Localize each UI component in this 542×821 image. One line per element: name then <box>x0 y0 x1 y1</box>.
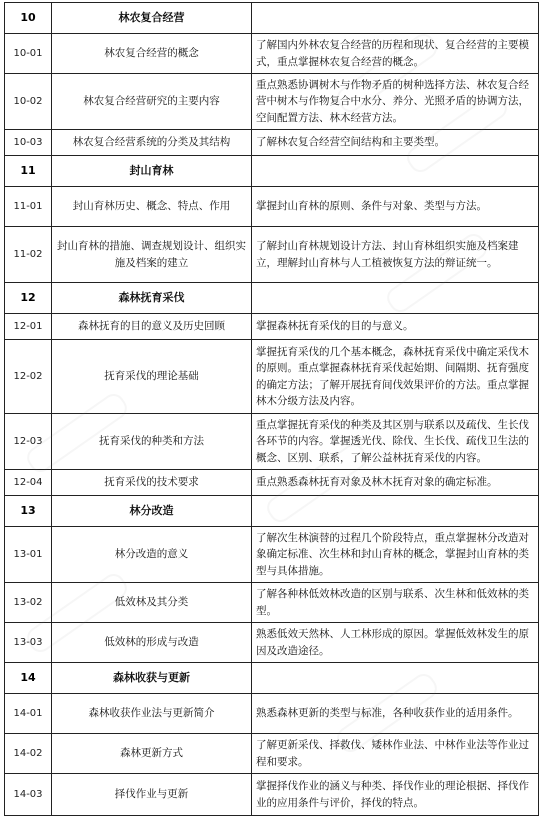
row-requirement: 了解更新采伐、择救伐、矮林作业法、中林作业法等作业过程和要求。 <box>252 734 539 774</box>
row-code: 12-02 <box>5 340 52 414</box>
row-requirement: 重点掌握抚育采伐的种类及其区别与联系以及疏伐、生长伐各环节的内容。掌握透光伐、除伐、生长伐、疏伐卫生法的概念、区别、联系，了解公益林抚育采伐的内容。 <box>252 414 539 470</box>
row-topic: 抚育采伐的理论基础 <box>52 340 252 414</box>
chapter-row <box>5 156 539 187</box>
row-requirement: 了解封山育林规划设计方法、封山育林组织实施及档案建立，理解封山育林与人工植被恢复方法的辩证统一。 <box>252 227 539 283</box>
table-row <box>5 414 539 470</box>
row-topic: 森林抚育的目的意义及历史回顾 <box>52 314 252 340</box>
chapter-title: 森林收获与更新 <box>52 663 252 694</box>
row-requirement: 掌握森林抚育采伐的目的与意义。 <box>252 314 539 340</box>
row-requirement: 熟悉森林更新的类型与标准，各种收获作业的适用条件。 <box>252 694 539 734</box>
row-code: 10-03 <box>5 130 52 156</box>
chapter-number: 10 <box>5 3 52 34</box>
row-topic: 抚育采伐的技术要求 <box>52 470 252 496</box>
chapter-title: 林农复合经营 <box>52 3 252 34</box>
row-topic: 择伐作业与更新 <box>52 774 252 816</box>
row-requirement: 重点熟悉协调树木与作物矛盾的树种选择方法、林农复合经营中树木与作物复合中水分、养分、光照矛盾的协调方法，空间配置方法、林木经营方法。 <box>252 74 539 130</box>
chapter-row <box>5 3 539 34</box>
syllabus-table <box>4 2 539 816</box>
table-row <box>5 470 539 496</box>
row-requirement: 重点熟悉森林抚育对象及林木抚育对象的确定标准。 <box>252 470 539 496</box>
table-row <box>5 734 539 774</box>
chapter-title: 林分改造 <box>52 496 252 527</box>
table-row <box>5 130 539 156</box>
table-row <box>5 187 539 227</box>
row-code: 14-03 <box>5 774 52 816</box>
row-code: 14-02 <box>5 734 52 774</box>
chapter-row <box>5 496 539 527</box>
table-row <box>5 527 539 583</box>
chapter-number: 12 <box>5 283 52 314</box>
row-code: 10-01 <box>5 34 52 74</box>
row-code: 13-01 <box>5 527 52 583</box>
chapter-number: 13 <box>5 496 52 527</box>
row-code: 12-03 <box>5 414 52 470</box>
chapter-row <box>5 663 539 694</box>
table-row <box>5 340 539 414</box>
row-requirement: 了解国内外林农复合经营的历程和现状、复合经营的主要模式，重点掌握林农复合经营的概念。 <box>252 34 539 74</box>
row-requirement: 熟悉低效天然林、人工林形成的原因。掌握低效林发生的原因及改造途径。 <box>252 623 539 663</box>
row-topic: 封山育林历史、概念、特点、作用 <box>52 187 252 227</box>
row-requirement: 了解各种林低效林改造的区别与联系、次生林和低效林的类型。 <box>252 583 539 623</box>
row-code: 12-01 <box>5 314 52 340</box>
chapter-empty-cell <box>252 663 539 694</box>
row-code: 12-04 <box>5 470 52 496</box>
row-topic: 林农复合经营研究的主要内容 <box>52 74 252 130</box>
row-code: 13-02 <box>5 583 52 623</box>
row-code: 13-03 <box>5 623 52 663</box>
row-topic: 林农复合经营的概念 <box>52 34 252 74</box>
chapter-number: 14 <box>5 663 52 694</box>
chapter-number: 11 <box>5 156 52 187</box>
row-topic: 森林收获作业法与更新简介 <box>52 694 252 734</box>
table-row <box>5 227 539 283</box>
table-row <box>5 774 539 816</box>
row-topic: 林分改造的意义 <box>52 527 252 583</box>
row-topic: 封山育林的措施、调查规划设计、组织实施及档案的建立 <box>52 227 252 283</box>
row-requirement: 掌握封山育林的原则、条件与对象、类型与方法。 <box>252 187 539 227</box>
table-row <box>5 583 539 623</box>
row-requirement: 了解林农复合经营空间结构和主要类型。 <box>252 130 539 156</box>
chapter-empty-cell <box>252 3 539 34</box>
row-topic: 低效林及其分类 <box>52 583 252 623</box>
row-requirement: 掌握抚育采伐的几个基本概念，森林抚育采伐中确定采伐木的原则。重点掌握森林抚育采伐起始期、间隔期、抚育强度的确定方法；了解开展抚育间伐效果评价的方法。重点掌握林木分级方法及内容。 <box>252 340 539 414</box>
row-topic: 低效林的形成与改造 <box>52 623 252 663</box>
row-requirement: 掌握择伐作业的涵义与种类、择伐作业的理论根据、择伐作业的应用条件与评价，择伐的特点。 <box>252 774 539 816</box>
table-row <box>5 34 539 74</box>
row-requirement: 了解次生林演替的过程几个阶段特点，重点掌握林分改造对象确定标准、次生林和封山育林的概念，掌握封山育林的类型与具体措施。 <box>252 527 539 583</box>
row-code: 11-02 <box>5 227 52 283</box>
table-row <box>5 694 539 734</box>
row-code: 11-01 <box>5 187 52 227</box>
row-topic: 林农复合经营系统的分类及其结构 <box>52 130 252 156</box>
row-code: 14-01 <box>5 694 52 734</box>
table-row <box>5 623 539 663</box>
row-code: 10-02 <box>5 74 52 130</box>
chapter-title: 封山育林 <box>52 156 252 187</box>
chapter-empty-cell <box>252 283 539 314</box>
chapter-empty-cell <box>252 496 539 527</box>
chapter-empty-cell <box>252 156 539 187</box>
row-topic: 森林更新方式 <box>52 734 252 774</box>
chapter-row <box>5 283 539 314</box>
table-row <box>5 74 539 130</box>
table-row <box>5 314 539 340</box>
chapter-title: 森林抚育采伐 <box>52 283 252 314</box>
row-topic: 抚育采伐的种类和方法 <box>52 414 252 470</box>
